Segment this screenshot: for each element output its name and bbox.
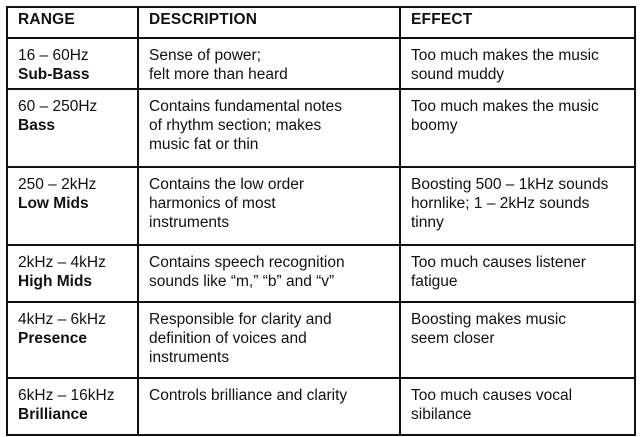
table-row <box>7 245 635 302</box>
range-cell <box>7 378 138 435</box>
range-name: Bass <box>18 116 56 134</box>
range-cell <box>7 302 138 378</box>
description-cell: Contains speech recognition sounds like “m,” “b” and “v” <box>138 245 400 302</box>
description-cell: Contains the low order harmonics of most instruments <box>138 167 400 245</box>
description-cell: Contains fundamental notes of rhythm section; makes music fat or thin <box>138 89 400 167</box>
effect-cell: Boosting makes music seem closer <box>400 302 635 378</box>
effect-cell: Too much causes vocal sibilance <box>400 378 635 435</box>
range-frequency: 4kHz – 6kHz <box>18 310 106 328</box>
effect-cell: Too much makes the music boomy <box>400 89 635 167</box>
table-row <box>7 378 635 435</box>
header-description: DESCRIPTION <box>138 7 400 38</box>
table-row <box>7 302 635 378</box>
range-cell <box>7 167 138 245</box>
range-frequency: 6kHz – 16kHz <box>18 386 115 404</box>
effect-cell: Boosting 500 – 1kHz sounds hornlike; 1 – 2kHz sounds tinny <box>400 167 635 245</box>
range-cell <box>7 89 138 167</box>
range-frequency: 250 – 2kHz <box>18 175 97 193</box>
table-row <box>7 89 635 167</box>
range-frequency: 60 – 250Hz <box>18 97 98 115</box>
range-frequency: 16 – 60Hz <box>18 47 89 64</box>
table-header-row <box>7 7 635 38</box>
range-name: Sub-Bass <box>18 66 90 83</box>
range-cell <box>7 38 138 89</box>
effect-cell: Too much makes the music sound muddy <box>400 38 635 89</box>
range-name: High Mids <box>18 272 93 290</box>
range-name: Low Mids <box>18 194 89 212</box>
table-row <box>7 167 635 245</box>
description-cell: Sense of power; felt more than heard <box>138 38 400 89</box>
range-frequency: 2kHz – 4kHz <box>18 253 106 271</box>
description-cell: Responsible for clarity and definition of voices and instruments <box>138 302 400 378</box>
range-cell <box>7 245 138 302</box>
header-effect: EFFECT <box>400 7 635 38</box>
description-cell: Controls brilliance and clarity <box>138 378 400 435</box>
effect-cell: Too much causes listener fatigue <box>400 245 635 302</box>
range-name: Presence <box>18 329 87 347</box>
frequency-range-table <box>6 6 636 436</box>
table-row <box>7 38 635 89</box>
header-range: RANGE <box>7 7 138 38</box>
range-name: Brilliance <box>18 405 88 423</box>
